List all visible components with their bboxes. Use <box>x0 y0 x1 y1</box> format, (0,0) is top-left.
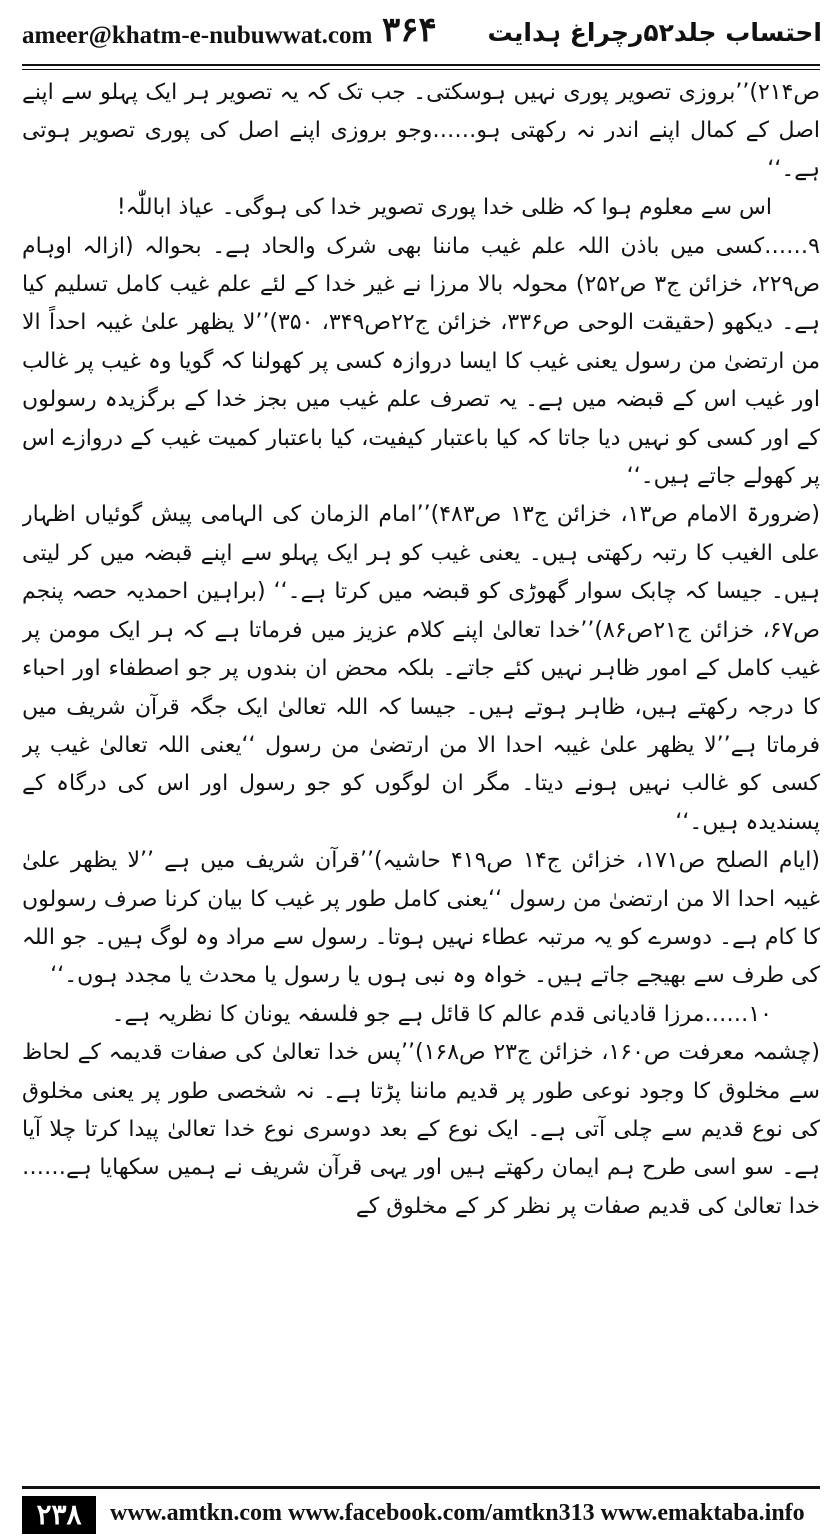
header-page-number: ۳۶۴ <box>382 10 437 50</box>
header-book-title: احتساب جلد۵۲رچراغ ہدایت <box>487 18 822 47</box>
footer-urls: www.amtkn.com www.facebook.com/amtkn313 www.emaktaba.info <box>110 1500 805 1526</box>
paragraph-1: ص۲۱۴)’’بروزی تصویر پوری نہیں ہوسکتی۔ جب تک کہ یہ تصویر ہر ایک پہلو سے اپنے اصل کے کمال اپنے اندر نہ رکھتی ہو……وجو بروزی اپنے اصل کی پوری تصویر ہوتی ہے۔‘‘ <box>22 80 820 182</box>
footer-rule <box>22 1486 820 1489</box>
page-header <box>22 6 822 66</box>
header-rule <box>22 64 820 66</box>
paragraph-6-item-10: ۱۰……مرزا قادیانی قدم عالم کا قائل ہے جو فلسفہ یونان کا نظریہ ہے۔ <box>111 1001 772 1027</box>
page-body <box>22 74 820 1482</box>
paragraph-3-item-9: ۹……کسی میں باذن اللہ علم غیب ماننا بھی شرک والحاد ہے۔ بحوالہ (ازالہ اوہام ص۲۲۹، خزائن ج۳ ص۲۵۲) محولہ بالا مرزا نے غیر خدا کے لئے علم غیب کامل تسلیم کیا ہے۔ دیکھو (حقیقت الوحی ص۳۳۶، خزائن ج۲۲ص۳۴۹، ۳۵۰)’’لا یظھر علیٰ غیبہ احداً الا من ارتضیٰ من رسول یعنی غیب کا ایسا دروازہ کسی پر کھولنا کہ گویا وہ غیب پر غالب اور غیب اس کے قبضہ میں ہے۔ یہ تصرف علم غیب میں بجز خدا کے برگزیدہ رسولوں کے اور کسی کو نہیں دیا جاتا کہ کیا باعتبار کیفیت، کیا باعتبار کمیت غیب کے دروازے اس پر کھولے جاتے ہیں۔‘‘ <box>22 233 820 490</box>
header-rule-thin <box>22 69 820 70</box>
footer-page-number: ۲۳۸ <box>22 1496 96 1534</box>
paragraph-2: اس سے معلوم ہوا کہ ظلی خدا پوری تصویر خدا کی ہوگی۔ عیاذ اباللّٰہ! <box>116 195 772 221</box>
header-email: ameer@khatm-e-nubuwwat.com <box>22 22 373 49</box>
paragraph-4: (ضرورۃ الامام ص۱۳، خزائن ج۱۳ ص۴۸۳)’’امام الزمان کی الہامی پیش گوئیاں اظہار علی الغیب کا رتبہ رکھتی ہیں۔ یعنی غیب کو ہر ایک پہلو سے اپنے قبضہ میں کر لیتی ہیں۔ جیسا کہ چابک سوار گھوڑی کو قبضہ میں کرتا ہے۔‘‘ (براہین احمدیہ حصہ پنجم ص۶۷، خزائن ج۲۱ص۸۶)’’خدا تعالیٰ اپنے کلام عزیز میں فرماتا ہے کہ ہر ایک مومن پر غیب کامل کے امور ظاہر نہیں کئے جاتے۔ بلکہ محض ان بندوں پر جو اصطفاء اور احباء کا درجہ رکھتے ہیں، ظاہر ہوتے ہیں۔ جیسا کہ اللہ تعالیٰ ایک جگہ قرآن شریف میں فرماتا ہے’’لا یظھر علیٰ غیبہ احدا الا من ارتضیٰ من رسول ‘‘یعنی اللہ تعالیٰ غیب پر کسی کو غالب نہیں ہونے دیتا۔ مگر ان لوگوں کو جو رسول اور اس کی درگاہ کے پسندیدہ ہیں۔‘‘ <box>22 502 820 835</box>
paragraph-5: (ایام الصلح ص۱۷۱، خزائن ج۱۴ ص۴۱۹ حاشیہ)’’قرآن شریف میں ہے ’’لا یظھر علیٰ غیبہ احدا الا من ارتضیٰ من رسول ‘‘یعنی کامل طور پر غیب کا بیان کرنا صرف رسولوں کا کام ہے۔ دوسرے کو یہ مرتبہ عطاء نہیں ہوتا۔ رسول سے مراد وہ لوگ ہیں۔ جو اللہ کی طرف سے بھیجے جاتے ہیں۔ خواہ وہ نبی ہوں یا رسول یا محدث یا مجدد ہوں۔‘‘ <box>22 848 820 989</box>
page-footer <box>22 1496 820 1536</box>
paragraph-7: (چشمہ معرفت ص۱۶۰، خزائن ج۲۳ ص۱۶۸)’’پس خدا تعالیٰ کی صفات قدیمہ کے لحاظ سے مخلوق کا وجود نوعی طور پر قدیم ماننا پڑتا ہے۔ نہ شخصی طور پر یعنی مخلوق کی نوع قدیم سے چلی آتی ہے۔ ایک نوع کے بعد دوسری نوع خدا تعالیٰ پیدا کرتا چلا آیا ہے۔ سو اسی طرح ہم ایمان رکھتے ہیں اور یہی قرآن شریف نے ہمیں سکھایا ہے……خدا تعالیٰ کی قدیم صفات پر نظر کر کے مخلوق کے <box>22 1040 820 1219</box>
